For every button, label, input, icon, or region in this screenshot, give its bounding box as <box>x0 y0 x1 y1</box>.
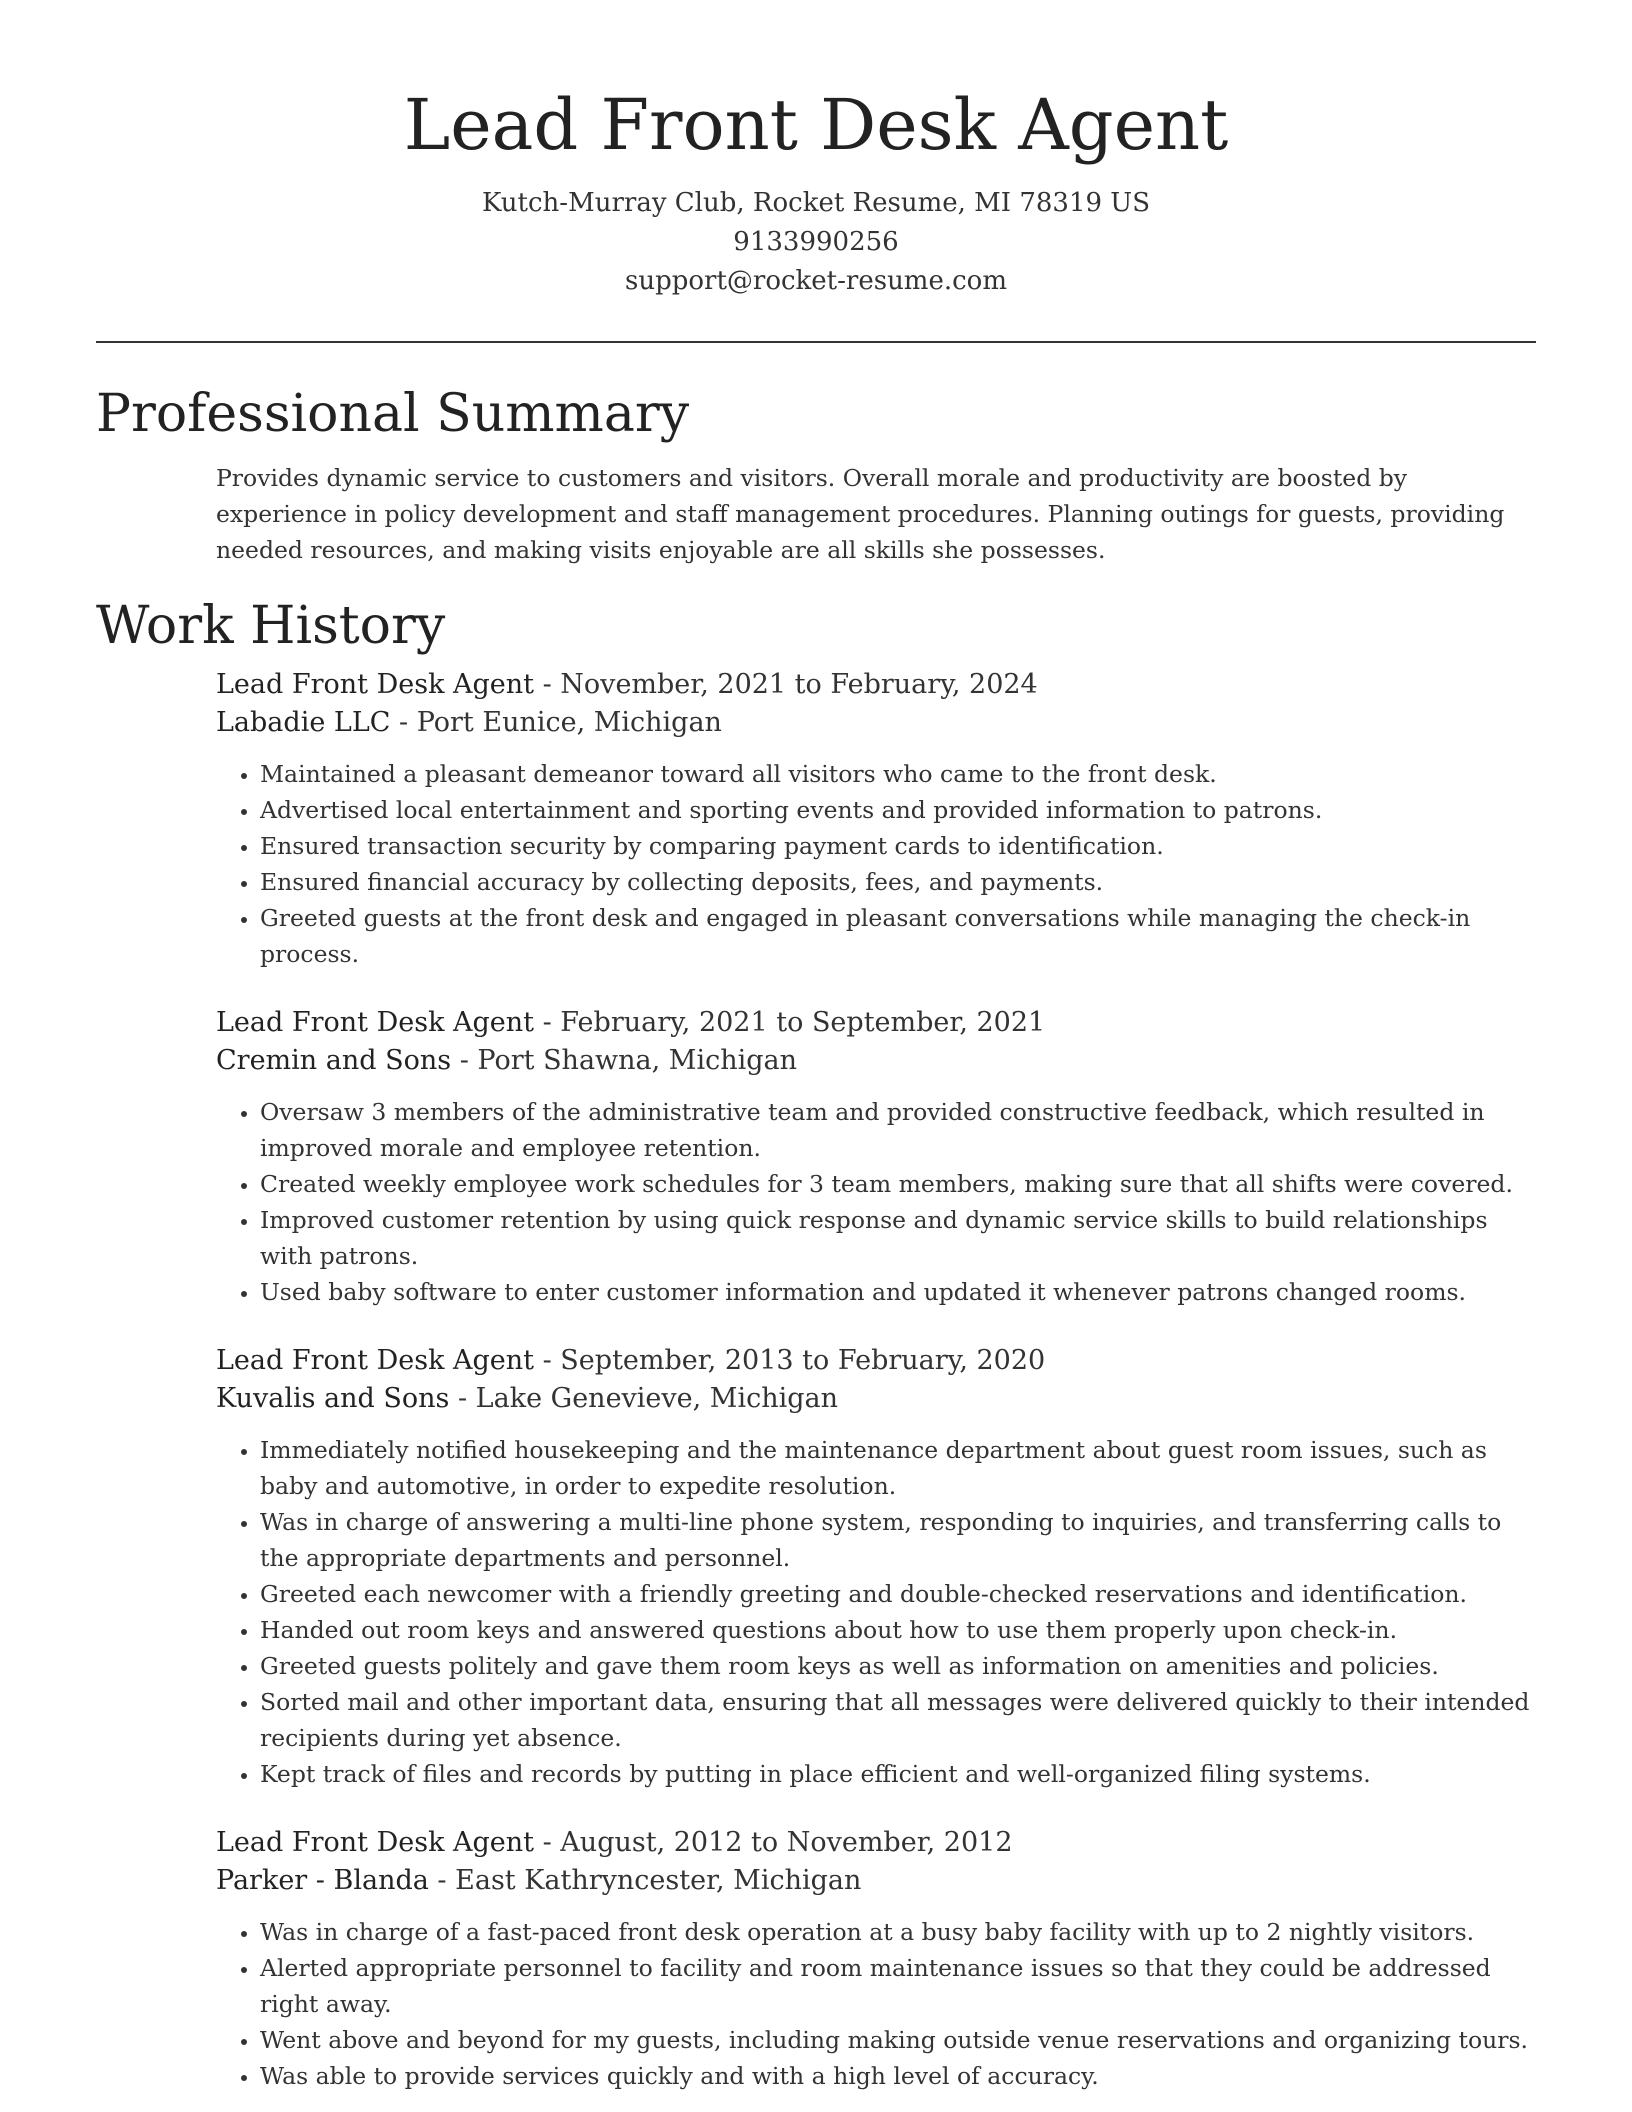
job-bullet: • Handed out room keys and answered questions about how to use them properly upon check-in. <box>260 1612 1536 1648</box>
job-bullet: • Advertised local entertainment and sporting events and provided information to patrons. <box>260 792 1536 828</box>
job-title-line <box>216 1004 1536 1042</box>
job-bullet-list <box>216 1432 1536 1792</box>
job-title-line <box>216 666 1536 704</box>
job-bullet: • Improved customer retention by using quick response and dynamic service skills to build relationships with patrons. <box>260 1202 1536 1274</box>
job-company-line <box>216 1862 1536 1900</box>
job-bullet: • Oversaw 3 members of the administrative team and provided constructive feedback, which resulted in improved morale and employee retention. <box>260 1094 1536 1166</box>
job-location: - Port Eunice, Michigan <box>390 707 722 738</box>
job-entry <box>216 1824 1536 2094</box>
job-bullet: • Kept track of files and records by putting in place efficient and well-organized filing systems. <box>260 1756 1536 1792</box>
job-bullet: • Created weekly employee work schedules for 3 team members, making sure that all shifts were covered. <box>260 1166 1536 1202</box>
job-bullet: • Immediately notified housekeeping and the maintenance department about guest room issues, such as baby and automotive, in order to expedite resolution. <box>260 1432 1536 1504</box>
job-company: Parker - Blanda <box>216 1865 429 1896</box>
job-company-line <box>216 1380 1536 1418</box>
job-title: Lead Front Desk Agent <box>216 1827 535 1858</box>
job-title-line <box>216 1824 1536 1862</box>
resume-header <box>0 80 1632 301</box>
job-bullet: • Sorted mail and other important data, ensuring that all messages were delivered quickly to their intended recipients during yet absence. <box>260 1684 1536 1756</box>
job-location: - East Kathryncester, Michigan <box>428 1865 862 1896</box>
job-bullet: • Maintained a pleasant demeanor toward all visitors who came to the front desk. <box>260 756 1536 792</box>
header-divider <box>96 341 1536 343</box>
job-title-line <box>216 1342 1536 1380</box>
job-company-line <box>216 704 1536 742</box>
job-bullet: • Used baby software to enter customer information and updated it whenever patrons changed rooms. <box>260 1274 1536 1310</box>
job-bullet: • Went above and beyond for my guests, including making outside venue reservations and organizing tours. <box>260 2022 1536 2058</box>
job-company: Cremin and Sons <box>216 1045 452 1076</box>
job-location: - Port Shawna, Michigan <box>451 1045 798 1076</box>
job-bullet-list <box>216 1094 1536 1310</box>
job-dates: - November, 2021 to February, 2024 <box>534 669 1038 700</box>
work-history-section <box>96 594 1536 2094</box>
job-title: Lead Front Desk Agent <box>216 1345 535 1376</box>
job-dates: - February, 2021 to September, 2021 <box>534 1007 1046 1038</box>
summary-heading: Professional Summary <box>96 384 690 444</box>
job-bullet: • Was in charge of a fast-paced front desk operation at a busy baby facility with up to 2 nightly visitors. <box>260 1914 1536 1950</box>
job-bullet: • Ensured transaction security by comparing payment cards to identification. <box>260 828 1536 864</box>
job-bullet: • Greeted each newcomer with a friendly greeting and double-checked reservations and identification. <box>260 1576 1536 1612</box>
job-bullet-list <box>216 1914 1536 2094</box>
job-location: - Lake Genevieve, Michigan <box>449 1383 839 1414</box>
job-bullet: • Ensured financial accuracy by collecting deposits, fees, and payments. <box>260 864 1536 900</box>
email-text: support@rocket-resume.com <box>624 266 1007 296</box>
job-company: Kuvalis and Sons <box>216 1383 450 1414</box>
job-company-line <box>216 1042 1536 1080</box>
job-entry <box>216 1004 1536 1310</box>
job-bullet-list <box>216 756 1536 972</box>
phone-text: 9133990256 <box>733 227 899 257</box>
job-bullet: • Alerted appropriate personnel to facility and room maintenance issues so that they could be addressed right away. <box>260 1950 1536 2022</box>
job-dates: - August, 2012 to November, 2012 <box>534 1827 1013 1858</box>
job-entry <box>216 666 1536 972</box>
candidate-name: Lead Front Desk Agent <box>403 84 1229 166</box>
summary-text: Provides dynamic service to customers and visitors. Overall morale and productivity are boosted by experience in policy development and staff management procedures. Planning outings for guests, providing needed resources, and making visits enjoyable are all skills she possesses. <box>216 464 1505 564</box>
work-history-heading: Work History <box>96 596 446 656</box>
job-dates: - September, 2013 to February, 2020 <box>534 1345 1046 1376</box>
job-title: Lead Front Desk Agent <box>216 1007 535 1038</box>
job-company: Labadie LLC <box>216 707 391 738</box>
job-bullet: • Was able to provide services quickly and with a high level of accuracy. <box>260 2058 1536 2094</box>
summary-section <box>96 382 1536 568</box>
job-title: Lead Front Desk Agent <box>216 669 535 700</box>
job-entry <box>216 1342 1536 1792</box>
address-text: Kutch-Murray Club, Rocket Resume, MI 78319 US <box>481 188 1151 218</box>
job-bullet: • Greeted guests at the front desk and engaged in pleasant conversations while managing the check-in process. <box>260 900 1536 972</box>
job-bullet: • Was in charge of answering a multi-line phone system, responding to inquiries, and transferring calls to the appropriate departments and personnel. <box>260 1504 1536 1576</box>
job-bullet: • Greeted guests politely and gave them room keys as well as information on amenities and policies. <box>260 1648 1536 1684</box>
